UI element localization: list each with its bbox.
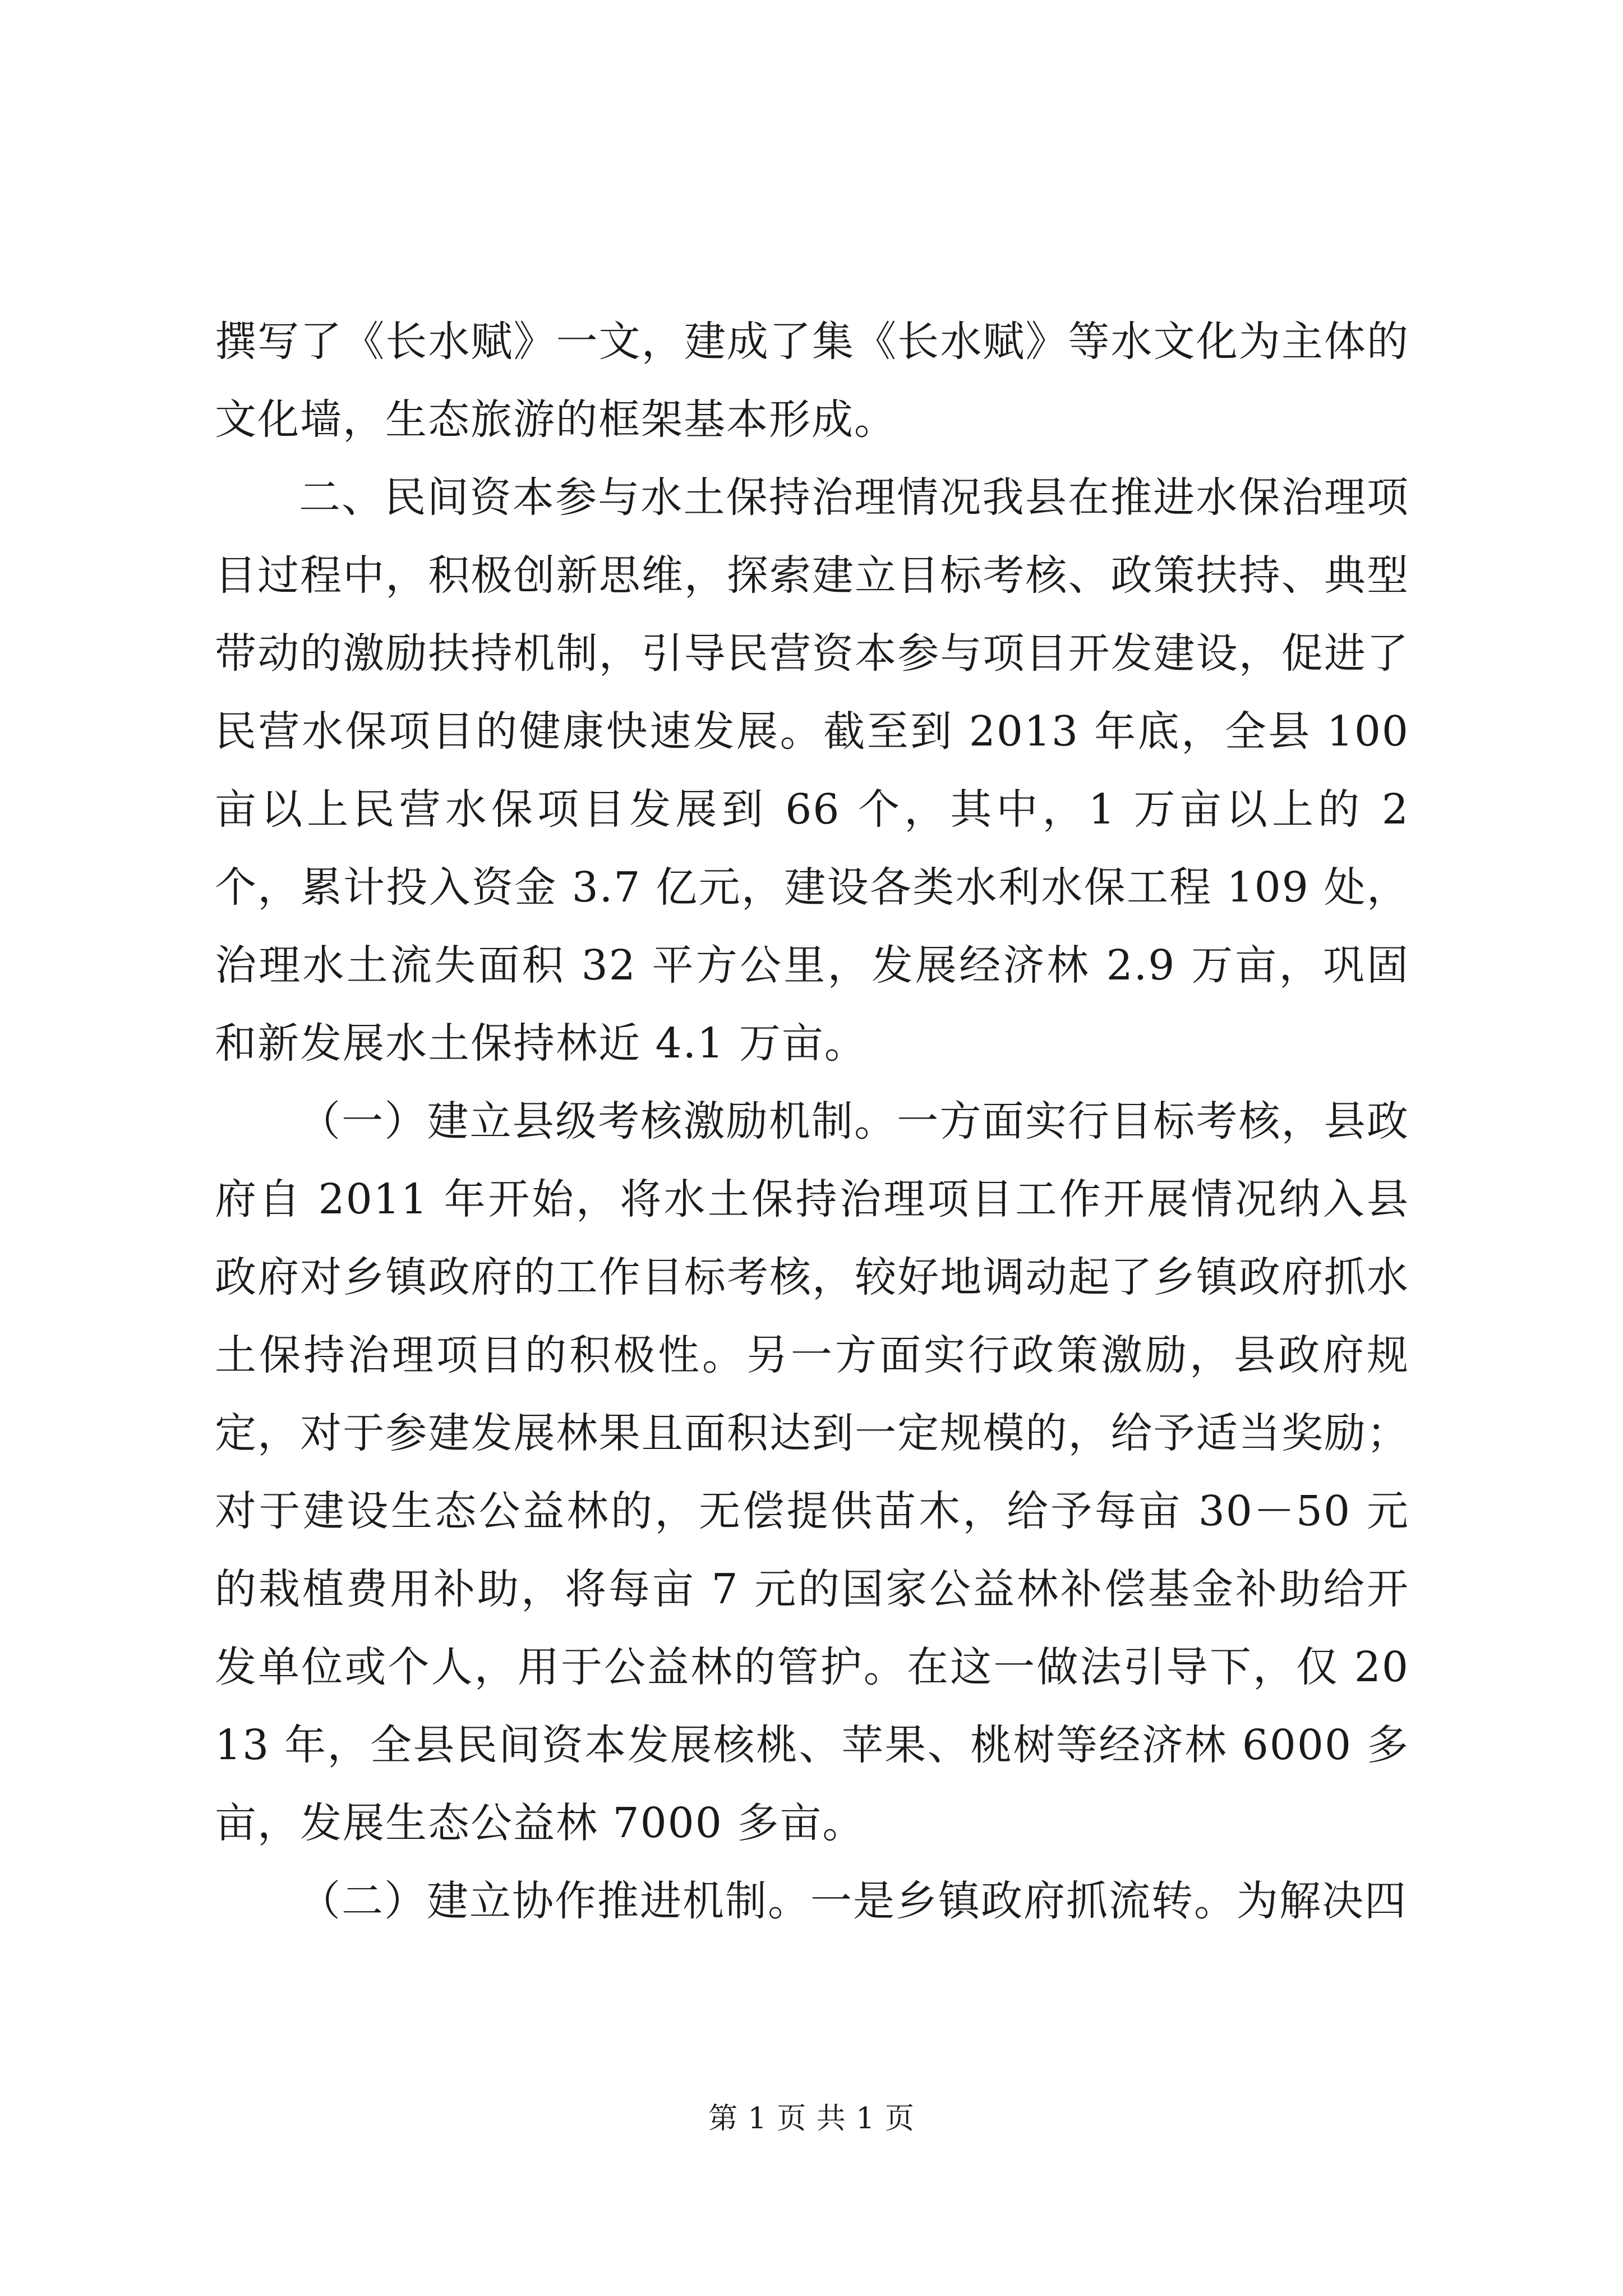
paragraph-1: 撰写了《长水赋》一文，建成了集《长水赋》等水文化为主体的文化墙，生态旅游的框架基本形成。 <box>215 318 1409 444</box>
paragraph-3: （一）建立县级考核激励机制。一方面实行目标考核，县政府自 2011 年开始，将水土保持治理项目工作开展情况纳入县政府对乡镇政府的工作目标考核，较好地调动起了乡镇政府抓水土保持治理项目的积极性。另一方面实行政策激励，县政府规定，对于参建发展林果且面积达到一定规模的，给予适当奖励；对于建设生态公益林的，无偿提供苗木，给予每亩 30－50 元的栽植费用补助，将每亩 7 元的国家公益林补偿基金补助给开发单位或个人，用于公益林的管护。在这一做法引导下，仅 2013 年，全县民间资本发展核桃、苹果、桃树等经济林 6000 多亩，发展生态公益林 7000 多亩。 <box>215 1097 1409 1847</box>
paragraph-2: 二、民间资本参与水土保持治理情况我县在推进水保治理项目过程中，积极创新思维，探索建立目标考核、政策扶持、典型带动的激励扶持机制，引导民营资本参与项目开发建设，促进了民营水保项目的健康快速发展。截至到 2013 年底，全县 100 亩以上民营水保项目发展到 66 个，其中，1 万亩以上的 2 个，累计投入资金 3.7 亿元，建设各类水利水保工程 109 处，治理水土流失面积 32 平方公里，发展经济林 2.9 万亩，巩固和新发展水土保持林近 4.1 万亩。 <box>215 473 1409 1068</box>
paragraph-4: （二）建立协作推进机制。一是乡镇政府抓流转。为解决四 <box>299 1877 1407 1925</box>
page-footer: 第 1 页 共 1 页 <box>708 2102 915 2136</box>
document-body <box>215 303 1409 1940</box>
